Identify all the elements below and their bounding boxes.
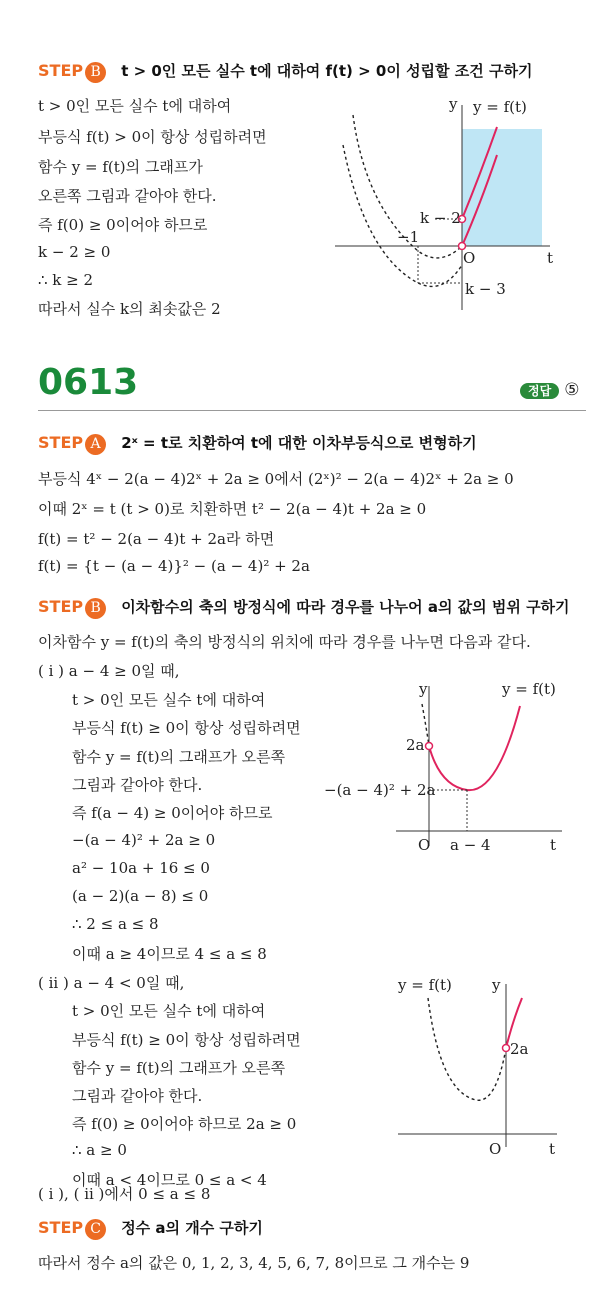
dashed-parabola bbox=[428, 998, 506, 1100]
label-fn: y = f(t) bbox=[473, 98, 527, 116]
stepA-line-3: f(t) = t² − 2(a − 4)t + 2a라 하면 bbox=[38, 530, 275, 548]
stepC-header bbox=[38, 1217, 263, 1240]
step-title: 이차함수의 축의 방정식에 따라 경우를 나누어 a의 값의 범위 구하기 bbox=[121, 598, 570, 616]
case2-line-3: 부등식 f(t) ≥ 0이 항상 성립하려면 bbox=[72, 1031, 301, 1049]
case1-line-8: a² − 10a + 16 ≤ 0 bbox=[72, 859, 210, 877]
case2-line-1: ( ii ) a − 4 < 0일 때, bbox=[38, 974, 185, 992]
parabola bbox=[429, 706, 520, 790]
step-letter-badge: B bbox=[85, 598, 106, 619]
problem-number: 0613 bbox=[38, 362, 139, 403]
label-vertex: −(a − 4)² + 2a bbox=[324, 781, 436, 799]
answer-badge: 정답 bbox=[520, 383, 559, 399]
case1-line-3: 부등식 f(t) ≥ 0이 항상 성립하려면 bbox=[72, 719, 301, 737]
label-y: y bbox=[492, 976, 501, 994]
top-line-5: 즉 f(0) ≥ 0이어야 하므로 bbox=[38, 216, 208, 234]
label-origin: O bbox=[463, 249, 476, 267]
step-letter-badge: A bbox=[85, 434, 106, 455]
case2-line-8: 이때 a < 4이므로 0 ≤ a < 4 bbox=[72, 1171, 267, 1189]
stepB-intro: 이차함수 y = f(t)의 축의 방정식의 위치에 따라 경우를 나누면 다음과 같다. bbox=[38, 633, 531, 651]
top-line-7: ∴ k ≥ 2 bbox=[38, 271, 94, 289]
step-title: 정수 a의 개수 구하기 bbox=[121, 1219, 263, 1237]
case1-line-10: ∴ 2 ≤ a ≤ 8 bbox=[72, 915, 159, 933]
top-step-header bbox=[38, 60, 532, 83]
label-2a: 2a bbox=[510, 1040, 529, 1058]
step-label: STEP bbox=[38, 433, 84, 452]
top-line-2: 부등식 f(t) > 0이 항상 성립하려면 bbox=[38, 128, 267, 146]
case2-line-4: 함수 y = f(t)의 그래프가 오른쪽 bbox=[72, 1059, 286, 1077]
answer-value: ⑤ bbox=[564, 380, 580, 400]
case2-line-2: t > 0인 모든 실수 t에 대하여 bbox=[72, 1002, 266, 1020]
open-point-2a bbox=[503, 1045, 510, 1052]
label-axis: a − 4 bbox=[450, 836, 491, 854]
step-label: STEP bbox=[38, 1218, 84, 1237]
label-origin: O bbox=[489, 1140, 502, 1158]
label-fn: y = f(t) bbox=[502, 680, 556, 698]
stepC-line: 따라서 정수 a의 값은 0, 1, 2, 3, 4, 5, 6, 7, 8이므로 그 개수는 9 bbox=[38, 1254, 470, 1272]
label-k3: k − 3 bbox=[465, 280, 506, 298]
step-title: 2ˣ = t로 치환하여 t에 대한 이차부등식으로 변형하기 bbox=[121, 434, 477, 452]
label-neg1: −1 bbox=[397, 228, 420, 246]
label-t: t bbox=[549, 1140, 556, 1158]
stepB-conclusion: ( i ), ( ii )에서 0 ≤ a ≤ 8 bbox=[38, 1185, 211, 1203]
step-label: STEP bbox=[38, 597, 84, 616]
case1-line-6: 즉 f(a − 4) ≥ 0이어야 하므로 bbox=[72, 804, 273, 822]
case1-line-7: −(a − 4)² + 2a ≥ 0 bbox=[72, 831, 216, 849]
case1-line-11: 이때 a ≥ 4이므로 4 ≤ a ≤ 8 bbox=[72, 945, 267, 963]
case1-line-1: ( i ) a − 4 ≥ 0일 때, bbox=[38, 662, 180, 680]
label-y: y bbox=[449, 95, 458, 113]
stepB-header bbox=[38, 596, 570, 619]
problem-divider bbox=[38, 410, 586, 411]
case1-line-4: 함수 y = f(t)의 그래프가 오른쪽 bbox=[72, 748, 286, 766]
label-t: t bbox=[550, 836, 557, 854]
case1-line-5: 그림과 같아야 한다. bbox=[72, 776, 203, 794]
label-t: t bbox=[547, 249, 554, 267]
label-y: y bbox=[419, 680, 428, 698]
top-line-1: t > 0인 모든 실수 t에 대하여 bbox=[38, 97, 232, 115]
case1-graph bbox=[322, 676, 574, 858]
case1-line-9: (a − 2)(a − 8) ≤ 0 bbox=[72, 887, 209, 905]
step-title: t > 0인 모든 실수 t에 대하여 f(t) > 0이 성립할 조건 구하기 bbox=[121, 62, 533, 80]
top-graph bbox=[325, 95, 565, 315]
step-label: STEP bbox=[38, 61, 84, 80]
stepA-line-1: 부등식 4ˣ − 2(a − 4)2ˣ + 2a ≥ 0에서 (2ˣ)² − 2(a − 4)2ˣ + 2a ≥ 0 bbox=[38, 470, 514, 488]
case2-graph bbox=[392, 972, 577, 1167]
step-letter-badge: C bbox=[85, 1219, 106, 1240]
case2-line-6: 즉 f(0) ≥ 0이어야 하므로 2a ≥ 0 bbox=[72, 1115, 297, 1133]
case2-line-5: 그림과 같아야 한다. bbox=[72, 1087, 203, 1105]
top-line-8: 따라서 실수 k의 최솟값은 2 bbox=[38, 300, 221, 318]
label-fn: y = f(t) bbox=[398, 976, 452, 994]
stepA-line-4: f(t) = {t − (a − 4)}² − (a − 4)² + 2a bbox=[38, 557, 310, 575]
label-origin: O bbox=[418, 836, 431, 854]
top-line-6: k − 2 ≥ 0 bbox=[38, 243, 111, 261]
stepA-header bbox=[38, 432, 477, 455]
stepA-line-2: 이때 2ˣ = t (t > 0)로 치환하면 t² − 2(a − 4)t + 2a ≥ 0 bbox=[38, 500, 427, 518]
case1-line-2: t > 0인 모든 실수 t에 대하여 bbox=[72, 691, 266, 709]
open-point-2a bbox=[426, 743, 433, 750]
top-line-3: 함수 y = f(t)의 그래프가 bbox=[38, 158, 203, 176]
label-2a: 2a bbox=[406, 736, 425, 754]
case2-line-7: ∴ a ≥ 0 bbox=[72, 1141, 127, 1159]
top-line-4: 오른쪽 그림과 같아야 한다. bbox=[38, 187, 217, 205]
label-k2: k − 2 bbox=[420, 209, 461, 227]
step-letter-badge: B bbox=[85, 62, 106, 83]
answer-area bbox=[520, 380, 580, 400]
